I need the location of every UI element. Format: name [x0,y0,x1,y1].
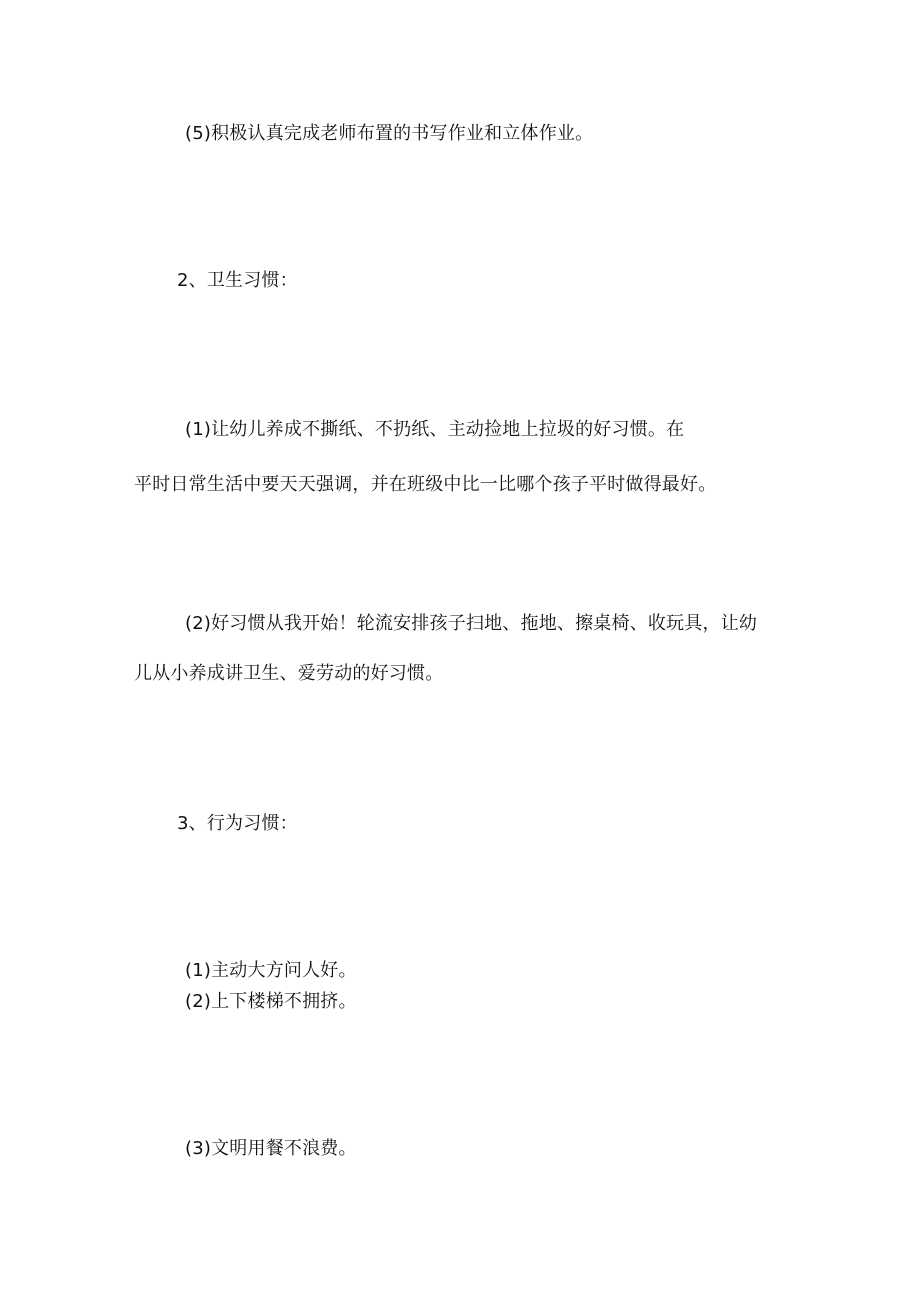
list-item-5-homework: (5)积极认真完成老师布置的书写作业和立体作业。 [185,123,594,144]
hygiene-item-1-line-2: 平时日常生活中要天天强调，并在班级中比一比哪个孩子平时做得最好。 [134,474,717,495]
behavior-item-2: (2)上下楼梯不拥挤。 [185,991,357,1012]
behavior-item-1: (1)主动大方问人好。 [185,960,357,981]
hygiene-item-2-line-2: 儿从小养成讲卫生、爱劳动的好习惯。 [134,663,444,684]
behavior-item-3: (3)文明用餐不浪费。 [185,1138,357,1159]
section-heading-hygiene: 2、卫生习惯： [177,270,298,291]
hygiene-item-2-line-1: (2)好习惯从我开始！轮流安排孩子扫地、拖地、擦桌椅、收玩具，让幼 [185,613,758,634]
section-heading-behavior: 3、行为习惯： [177,813,298,834]
hygiene-item-1-line-1: (1)让幼儿养成不撕纸、不扔纸、主动捡地上拉圾的好习惯。在 [185,419,685,440]
